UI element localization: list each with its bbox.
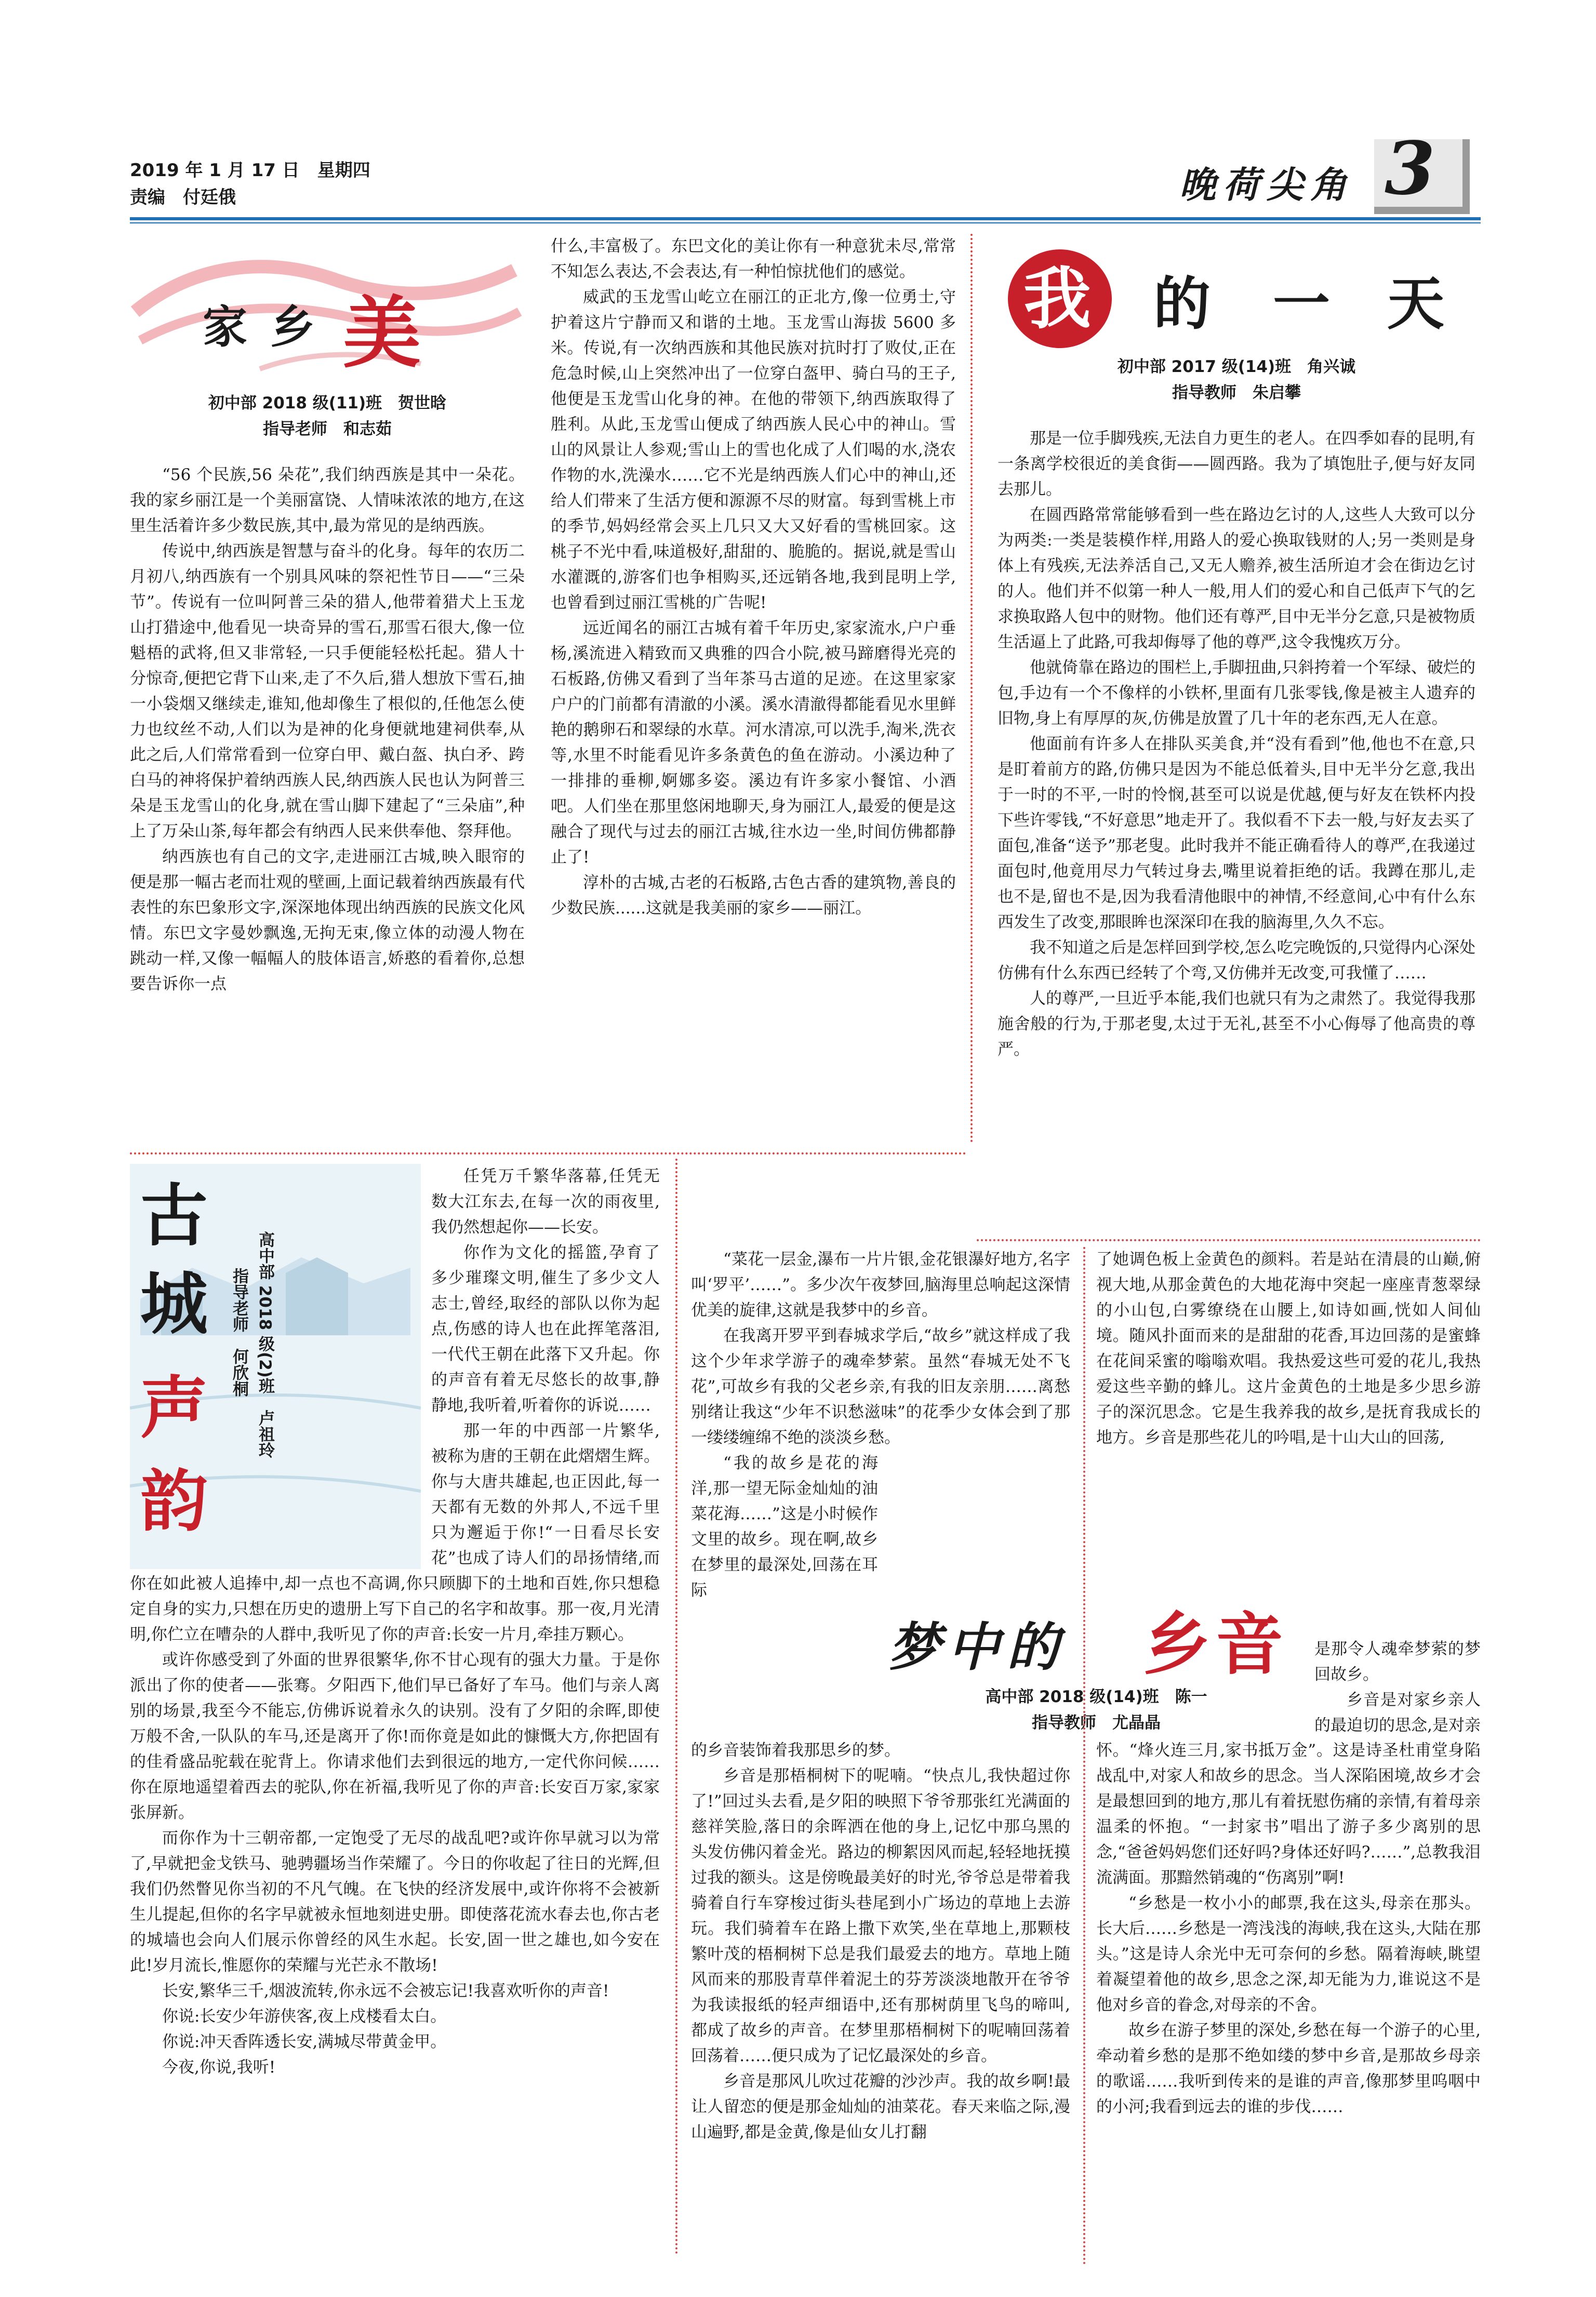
paragraph: 你说:冲天香阵透长安,满城尽带黄金甲。 [162,2033,447,2051]
paragraph: 乡音是那风儿吹过花瓣的沙沙声。我的故乡啊!最让人留恋的便是那金灿灿的油菜花。春天来临之际,漫山遍野,都是金黄,像是仙女儿打翻 [691,2072,1070,2142]
byline: 初中部 2017 级(14)班 角兴诚 [1117,357,1356,376]
paragraph: 或许你感受到了外面的世界很繁华,你不甘心现有的强大力量。于是你派出了你的使者——张骞。夕阳西下,他们早已备好了车马。他们与亲人离别的场景,我至今不能忘,仿佛诉说着永久的诀别。没有了夕阳的余晖,即使万般不舍,一队队的车马,还是离开了你!而你竟是如此的慷慨大方,你把固有的佳肴盛品驼载在驼背上。你请求他们去到很远的地方,一定代你问候……你在原地遥望着西去的驼队,你在祈福,我听见了你的声音:长安百万家,家家张屏新。 [130,1651,660,1822]
paragraph: 他就倚靠在路边的围栏上,手脚扭曲,只斜挎着一个军绿、破烂的包,手边有一个不像样的小铁杯,里面有几张零钱,像是被主人遗弃的旧物,身上有厚厚的灰,仿佛是放置了几十年的老东西,无人在意。 [998,658,1475,728]
teacher-credit: 指导老师 和志茹 [263,420,392,439]
masthead-title: 晚荷尖角 [1179,163,1354,206]
title-char: 韵 [140,1462,208,1541]
title-text-accent: 乡音 [1143,1604,1289,1684]
paragraph: 乡音是那梧桐树下的呢喃。“快点儿,我快超过你了!”回过头去看,是夕阳的映照下爷爷那张红光满面的慈祥笑脸,落日的余晖洒在他的身上,记忆中那乌黑的头发仿佛闪着金光。路边的柳絮因风而起,轻轻地抚摸过我的额头。这是傍晚最美好的时光,爷爷总是带着我骑着自行车穿梭过街头巷尾到小广场边的草地上去游玩。我们骑着车在路上撒下欢笑,坐在草地上,那颗枝繁叶茂的梧桐树下总是我们最爱去的地方。草地上随风而来的那股青草伴着泥土的芬芳淡淡地散开在爷爷为我读报纸的轻声细语中,还有那树荫里飞鸟的啼叫,都成了故乡的声音。在梦里那梧桐树下的呢喃回荡着回荡着……便只成为了记忆最深处的乡音。 [691,1767,1070,2065]
byline: 初中部 2018 级(11)班 贺世晗 [208,394,447,413]
column-divider [675,1159,677,2255]
page-number: 3 [1385,126,1435,211]
paragraph: 任凭万千繁华落幕,任凭无数大江东去,在每一次的雨夜里,我仍然想起你——长安。 [431,1167,660,1237]
article-column [1096,1247,1481,1637]
article-column [998,426,1475,1231]
paragraph: 传说中,纳西族是智慧与奋斗的化身。每年的农历二月初八,纳西族有一个别具风味的祭祀性节日——“三朵节”。传说有一位叫阿普三朵的猎人,他带着猎犬上玉龙山打猎途中,他看见一块奇异的雪石,那雪石很大,像一位魁梧的武将,但又非常轻,一只手便能轻松托起。猎人十分惊奇,便把它背下山来,走了不久后,猎人想放下雪石,抽一小袋烟又继续走,谁知,他却像生了根似的,任他怎么使力也纹丝不动,人们以为是神的化身便就地建祠供奉,从此之后,人们常常看到一位穿白甲、戴白盔、执白矛、跨白马的神将保护着纳西族人民,纳西族人民也认为阿普三朵是玉龙雪山的化身,就在雪山脚下建起了“三朵庙”,种上了万朵山茶,每年都会有纳西人民来供奉他、祭拜他。 [130,542,525,841]
paragraph: 今夜,你说,我听! [162,2058,276,2077]
illustration-float [130,1164,431,1569]
article-title-block [883,1605,1309,1735]
title-char: 一 [1273,270,1330,337]
article-body [130,1164,660,2255]
paragraph: 故乡在游子梦里的深处,乡愁在每一个游子的心里,牵动着乡愁的是那不绝如缕的梦中乡音,是那故乡母亲的歌谣……我听到传来的是谁的声音,像那梦里呜咽中的小河;我看到远去的谁的步伐…… [1096,2021,1481,2116]
title-text: 梦中的 [888,1616,1066,1678]
paragraph: 是那令人魂牵梦萦的梦回故乡。 [1314,1640,1481,1684]
header-rule [130,217,1481,220]
teacher-credit: 指导教师 朱启攀 [1172,383,1301,402]
paragraph: 在我离开罗平到春城求学后,“故乡”就这样成了我这个少年求学游子的魂牵梦萦。虽然“春城无处不飞花”,可故乡有我的父老乡亲,有我的旧友亲朋……离愁别绪让我这“少年不识愁滋味”的花季少女体会到了那一缕缕缠绵不绝的淡淡乡愁。 [691,1326,1070,1447]
title-char: 天 [1387,270,1444,337]
article-ancient-city [130,1164,660,2255]
title-char: 古 [140,1176,208,1255]
paragraph: 威武的玉龙雪山屹立在丽江的正北方,像一位勇士,守护着这片宁静而又和谐的土地。玉龙雪山海拔 5600 多米。传说,有一次纳西族和其他民族对抗时打了败仗,正在危急时候,山上突然冲出了一位穿白盔甲、骑白马的王子,他便是玉龙雪山化身的神。在他的带领下,纳西族取得了胜利。从此,玉龙雪山便成了纳西族人民心中的神山。雪山的风景让人参观;雪山上的雪也化成了人们喝的水,浇农作物的水,洗澡水……它不光是纳西族人们心中的神山,还给人们带来了生活方便和源源不尽的财富。每到雪桃上市的季节,妈妈经常会买上几只又大又好看的雪桃回家。这桃子不光中看,味道极好,甜甜的、脆脆的。据说,就是雪山水灌溉的,游客们也争相购买,还远销各地,我到昆明上学,也曾看到过丽江雪桃的广告呢! [551,288,956,612]
paragraph: 你作为文化的摇篮,孕育了多少璀璨文明,催生了多少文人志士,曾经,取经的部队以你为起点,伤感的诗人也在此挥笔落泪,一代代王朝在此落下又升起。你的声音有着无尽悠长的故事,静静地,我听着,听着你的诉说…… [431,1243,660,1415]
paragraph: “乡愁是一枚小小的邮票,我在这头,母亲在那头。长大后……乡愁是一湾浅浅的海峡,我在这头,大陆在那头。”这是诗人余光中无可奈何的乡愁。隔着海峡,眺望着凝望着他的故乡,思念之深,却无能为力,谁说这不是他对乡音的眷念,对母亲的不舍。 [1096,1894,1481,2014]
article-title-hometown [203,281,514,379]
article-title-my-day [1008,249,1475,353]
paragraph: 远近闻名的丽江古城有着千年历史,家家流水,户户垂杨,溪流进入精致而又典雅的四合小院,被马蹄磨得光亮的石板路,仿佛又看到了当年茶马古道的足迹。在这里家家户户的门前都有清澈的小溪。溪水清澈得都能看见水里鲜艳的鹅卵石和翠绿的水草。河水清凉,可以洗手,淘米,洗衣等,水里不时能看见许多条黄色的鱼在游动。小溪边种了一排排的垂柳,婀娜多姿。溪边有许多家小餐馆、小酒吧。人们坐在那里悠闲地聊天,身为丽江人,最爱的便是这融合了现代与过去的丽江古城,往水边一坐,时间仿佛都静止了! [551,619,956,867]
byline: 高中部 2018 级(14)班 陈一 [985,1688,1207,1706]
paragraph: 淳朴的古城,古老的石板路,古色古香的建筑物,善良的少数民族......这就是我美丽的家乡——丽江。 [551,873,956,918]
article-column [691,1738,1070,2263]
title-char: 城 [140,1264,208,1344]
paragraph: 怀。“烽火连三月,家书抵万金”。这是诗圣杜甫堂身陷战乱中,对家人和故乡的思念。当人深陷困境,故乡才会是最想回到的地方,那儿有着抚慰伤痛的亲情,有着母亲温柔的怀抱。“一封家书”唱出了游子多少离别的思念,“爸爸妈妈您们还好吗?身体还好吗?……”,总教我泪流满面。那黯然销魂的“伤离别”啊! [1096,1741,1481,1887]
paragraph: 了她调色板上金黄色的颜料。若是站在清晨的山巅,俯视大地,从那金黄色的大地花海中突起一座座青葱翠绿的小山包,白雾缭绕在山腰上,如诗如画,恍如人间仙境。随风扑面而来的是甜甜的花香,耳边回荡的是蜜蜂在花间采蜜的嗡嗡欢唱。我热爱这些可爱的花儿,我热爱这些辛勤的蜂儿。这片金黄色的土地是多少思乡游子的深沉思念。它是生我养我的故乡,是抚育我成长的地方。乡音是那些花儿的吟唱,是十山大山的回荡, [1096,1250,1481,1447]
article-column [1096,1738,1481,2263]
article-hometown-voice [691,1247,1481,2265]
teacher-credit: 指导教师 尤晶晶 [1032,1714,1161,1732]
paragraph: 什么,丰富极了。东巴文化的美让你有一种意犹未尽,常常不知怎么表达,不会表达,有一种怕惊扰他们的感觉。 [551,237,956,281]
byline: 高中部 2018 级(2)班 卢祖玲 [256,1231,274,1458]
article-column [1314,1637,1481,1735]
paragraph: 那是一位手脚残疾,无法自力更生的老人。在四季如春的昆明,有一条离学校很近的美食街——圆西路。我为了填饱肚子,便与好友同去那儿。 [998,429,1475,499]
article-column [130,462,525,1153]
issue-date: 2019 年 1 月 17 日 星期四 [130,160,370,181]
title-char: 我 [1023,259,1092,338]
section-divider [130,1152,966,1154]
paragraph: 你说:长安少年游侠客,夜上戍楼看太白。 [162,2007,447,2026]
paragraph: 人的尊严,一旦近乎本能,我们也就只有为之肃然了。我觉得我那施舍般的行为,于那老叟,太过于无礼,甚至不小心侮辱了他高贵的尊严。 [998,989,1475,1059]
paragraph: 那一年的中西部一片繁华,被称为唐的王朝在此熠熠生辉。你与大唐共雄起,也正因此,每一天都有无数的外邦人,不远千里只为邂逅于你!“一日看尽长安花”也成了诗人们的昂扬情绪,而你在如此被人追捧中,却一点也不高调,你只顾脚下的土地和百姓,你只想稳定自身的实力,只想在历史的遗册上写下自己的名字和故事。那一夜,月光清明,你伫立在嘈杂的人群中,我听见了你的声音:长安一片月,牵挂万颗心。 [130,1422,660,1644]
article-hometown [130,234,956,1153]
teacher-credit: 指导老师 何欣桐 [230,1268,248,1397]
section-divider [977,1239,1481,1241]
paragraph: 我不知道之后是怎样回到学校,怎么吃完晚饭的,只觉得内心深处仿佛有什么东西已经转了个弯,又仿佛并无改变,可我懂了…… [998,938,1475,982]
title-char: 乡 [270,301,315,353]
header-rule-thin [130,222,1481,223]
article-column [691,1247,1070,1642]
article-column [551,234,956,1153]
column-divider [970,234,973,1143]
paragraph: “菜花一层金,瀑布一片片银,金花银瀑好地方,名字叫‘罗平’……”。多少次午夜梦回,脑海里总响起这深情优美的旋律,这就是我梦中的乡音。 [691,1250,1070,1320]
column-divider [1083,1247,1085,2265]
editor-credit: 责编 付廷俄 [130,187,236,208]
article-my-day [987,234,1486,1231]
paragraph: 而你作为十三朝帝都,一定饱受了无尽的战乱吧?或许你早就习以为常了,早就把金戈铁马、驰骋疆场当作荣耀了。今日的你收起了往日的光辉,但我们仍然瞥见你当初的不凡气魄。在飞快的经济发展中,或许你将不会被新生儿提起,但你的名字早就被永恒地刻进史册。即使落花流水春去也,你古老的城墙也会向人们展示你曾经的风生水起。长安,固一世之雄也,如今安在此!岁月流长,惟愿你的荣耀与光芒永不散场! [130,1829,660,1975]
title-char: 声 [140,1368,208,1448]
paragraph: 在圆西路常常能够看到一些在路边乞讨的人,这些人大致可以分为两类:一类是装模作样,用路人的爱心换取钱财的人;另一类则是身体上有残疾,无法养活自己,又无人赡养,被生活所迫才会在街边乞讨的人。他们并不似第一种人一般,用人们的爱心和自己低声下气的乞求换取路人包中的财物。他们还有尊严,目中无半分乞意,只是被物质生活逼上了此路,可我却侮辱了他的尊严,这令我愧疚万分。 [998,506,1475,652]
paragraph: 纳西族也有自己的文字,走进丽江古城,映入眼帘的便是那一幅古老而壮观的壁画,上面记载着纳西族最有代表性的东巴象形文字,深深地体现出纳西族的民族文化风情。东巴文字曼妙飘逸,无拘无束,像立体的动漫人物在跳动一样,又像一幅幅人的肢体语言,娇憨的看着你,总想要告诉你一点 [130,847,525,993]
title-char-accent: 美 [343,287,421,379]
title-char: 家 [203,301,247,353]
paragraph: 他面前有许多人在排队买美食,并“没有看到”他,他也不在意,只是盯着前方的路,仿佛只是因为不能总低着头,目中无半分乞意,我出于一时的不平,一时的怜悯,甚至可以说是优越,便与好友在铁杯内投下些许零钱,“不好意思”地走开了。我似看不下去一般,与好友去买了面包,准备“送予”那老叟。此时我并不能正确看待人的尊严,在我递过面包时,他竟用尽力气转过身去,嘴里说着拒绝的话。我蹲在那儿,走也不是,留也不是,因为我看清他眼中的神情,不经意间,心中有什么东西发生了改变,那眼眸也深深印在我的脑海里,久久不忘。 [998,735,1475,932]
paragraph: 乡音是对家乡亲人的最迫切的思念,是对亲 [1314,1691,1481,1735]
title-char: 的 [1153,270,1211,337]
paragraph: 长安,繁华三千,烟波流转,你永远不会被忘记!我喜欢听你的声音! [162,1982,609,2000]
paragraph: “我的故乡是花的海洋,那一望无际金灿灿的油菜花海……”这是小时候作文里的故乡。现在啊,故乡在梦里的最深处,回荡在耳际 [691,1454,878,1600]
paragraph: 的乡音装饰着我那思乡的梦。 [691,1741,900,1760]
paragraph: “56 个民族,56 朵花”,我们纳西族是其中一朵花。我的家乡丽江是一个美丽富饶、人情味浓浓的地方,在这里生活着许多少数民族,其中,最为常见的是纳西族。 [130,466,525,535]
